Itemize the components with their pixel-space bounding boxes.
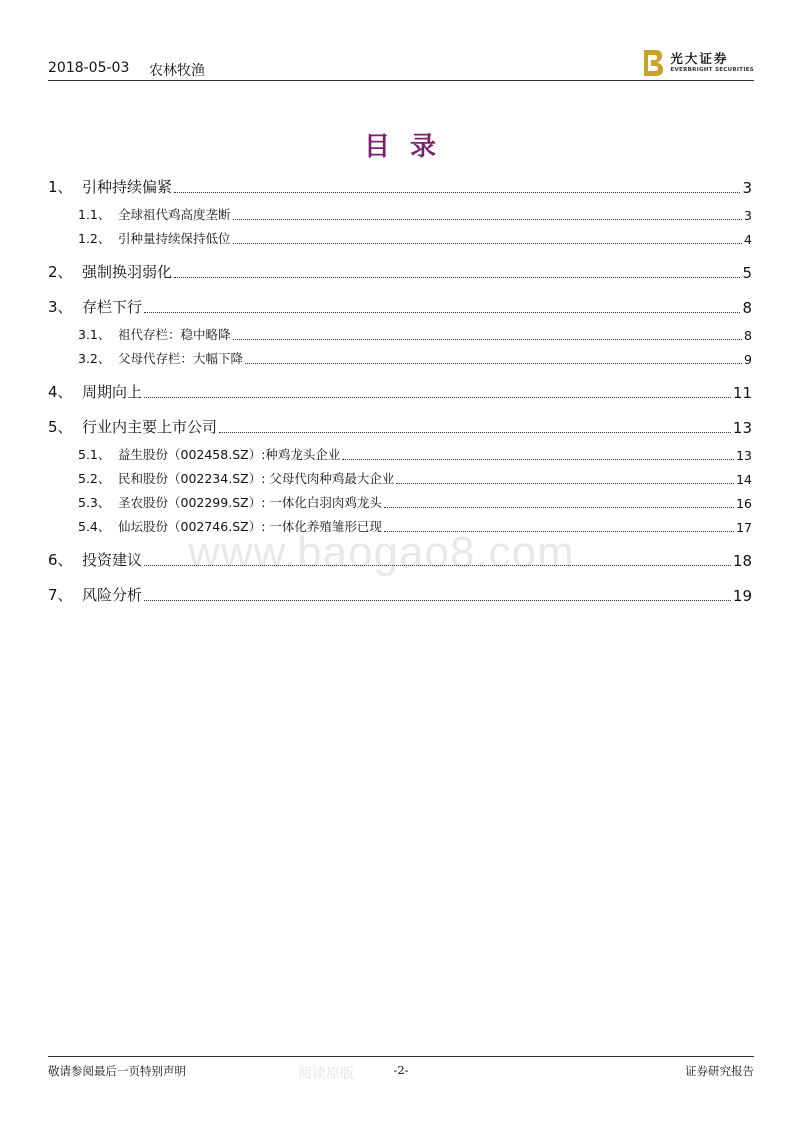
toc-leader-dots — [233, 339, 743, 340]
toc-entry[interactable] — [48, 585, 752, 605]
toc-entry[interactable] — [48, 347, 752, 367]
toc-entry-page: 17 — [736, 520, 752, 535]
toc-entry-title: 行业内主要上市公司 — [82, 418, 218, 436]
watermark: www.baogao8.com — [188, 528, 575, 577]
toc-leader-dots — [174, 192, 740, 193]
toc-entry[interactable] — [48, 443, 752, 463]
toc-entry-title: 周期向上 — [82, 383, 143, 401]
toc-entry[interactable] — [48, 417, 752, 437]
toc-entry[interactable] — [48, 297, 752, 317]
toc-entry[interactable] — [48, 467, 752, 487]
toc-title: 目录 — [363, 132, 456, 162]
toc-entry-page: 13 — [732, 419, 752, 437]
toc-entry-number: 1.2、 — [78, 231, 111, 246]
brand-name-cn: 光大证券 — [670, 51, 729, 66]
toc-entry-number: 2、 — [48, 263, 73, 281]
toc-entry[interactable] — [48, 515, 752, 535]
toc-entry-page: 8 — [744, 328, 752, 343]
toc-leader-dots — [245, 363, 742, 364]
toc-entry-page: 8 — [742, 299, 752, 317]
brand-name-en: EVERBRIGHT SECURITIES — [670, 67, 754, 73]
toc-entry[interactable] — [48, 177, 752, 197]
toc-leader-dots — [144, 600, 731, 601]
toc-leader-dots — [219, 432, 731, 433]
toc-leader-dots — [144, 312, 740, 313]
toc-entry[interactable] — [48, 323, 752, 343]
page-number: -2- — [393, 1063, 409, 1077]
toc-entry-title: 民和股份（002234.SZ）: 父母代肉种鸡最大企业 — [118, 471, 395, 486]
toc-leader-dots — [384, 507, 734, 508]
report-date: 2018-05-03 — [48, 60, 130, 76]
toc-leader-dots — [144, 397, 731, 398]
toc-entry-page: 5 — [742, 264, 752, 282]
toc-entry-number: 6、 — [48, 551, 73, 569]
toc-entry-number: 5.4、 — [78, 519, 111, 534]
toc-entry-title: 益生股份（002458.SZ）:种鸡龙头企业 — [118, 447, 341, 462]
toc-entry-title: 投资建议 — [82, 551, 143, 569]
toc-leader-dots — [174, 277, 740, 278]
toc-entry-page: 19 — [732, 587, 752, 605]
toc-entry-number: 5.1、 — [78, 447, 111, 462]
toc-entry-number: 1、 — [48, 178, 73, 196]
toc-entry[interactable] — [48, 203, 752, 223]
report-sector: 农林牧渔 — [149, 63, 205, 79]
toc-entry-page: 11 — [732, 384, 752, 402]
toc-entry-number: 1.1、 — [78, 207, 111, 222]
report-type: 证券研究报告 — [685, 1064, 754, 1078]
brand-logo — [642, 48, 754, 78]
faint-stamp: 阅读原版 — [298, 1066, 354, 1082]
toc-entry-number: 3.2、 — [78, 351, 111, 366]
toc-entry-title: 强制换羽弱化 — [82, 263, 173, 281]
toc-entry-number: 5.3、 — [78, 495, 111, 510]
toc-entry[interactable] — [48, 491, 752, 511]
toc-leader-dots — [144, 565, 731, 566]
toc-entry-title: 仙坛股份（002746.SZ）: 一体化养殖雏形已现 — [118, 519, 382, 534]
toc-entry-page: 13 — [736, 448, 752, 463]
toc-leader-dots — [396, 483, 734, 484]
toc-entry-title: 引种量持续保持低位 — [118, 231, 231, 246]
toc-entry-page: 3 — [744, 208, 752, 223]
toc-entry-title: 祖代存栏：稳中略降 — [118, 327, 231, 342]
toc-leader-dots — [233, 219, 743, 220]
toc-entry-title: 父母代存栏：大幅下降 — [118, 351, 244, 366]
toc-entry[interactable] — [48, 382, 752, 402]
toc-entry-page: 4 — [744, 232, 752, 247]
toc-entry-number: 5、 — [48, 418, 73, 436]
toc-entry-title: 存栏下行 — [82, 298, 143, 316]
toc-entry-page: 18 — [732, 552, 752, 570]
toc-entry-title: 引种持续偏紧 — [82, 178, 173, 196]
toc-entry-title: 圣农股份（002299.SZ）: 一体化白羽肉鸡龙头 — [118, 495, 382, 510]
toc-entry-page: 16 — [736, 496, 752, 511]
toc-entry-page: 14 — [736, 472, 752, 487]
toc-leader-dots — [233, 243, 743, 244]
page-footer — [48, 1056, 754, 1081]
page-header — [48, 44, 754, 81]
toc-leader-dots — [384, 531, 734, 532]
toc-entry-number: 3.1、 — [78, 327, 111, 342]
toc-entry-title: 风险分析 — [82, 586, 143, 604]
toc-entry-number: 5.2、 — [78, 471, 111, 486]
toc-entry[interactable] — [48, 262, 752, 282]
toc-entry-number: 7、 — [48, 586, 73, 604]
toc-entry-title: 全球祖代鸡高度垄断 — [118, 207, 231, 222]
toc-entry-page: 9 — [744, 352, 752, 367]
toc-entry[interactable] — [48, 550, 752, 570]
toc-entry-page: 3 — [742, 179, 752, 197]
toc-entry-number: 4、 — [48, 383, 73, 401]
toc-leader-dots — [342, 459, 734, 460]
toc-entry[interactable] — [48, 227, 752, 247]
everbright-logo-icon — [642, 50, 664, 76]
toc-entry-number: 3、 — [48, 298, 73, 316]
disclaimer-note: 敬请参阅最后一页特别声明 — [48, 1064, 186, 1078]
